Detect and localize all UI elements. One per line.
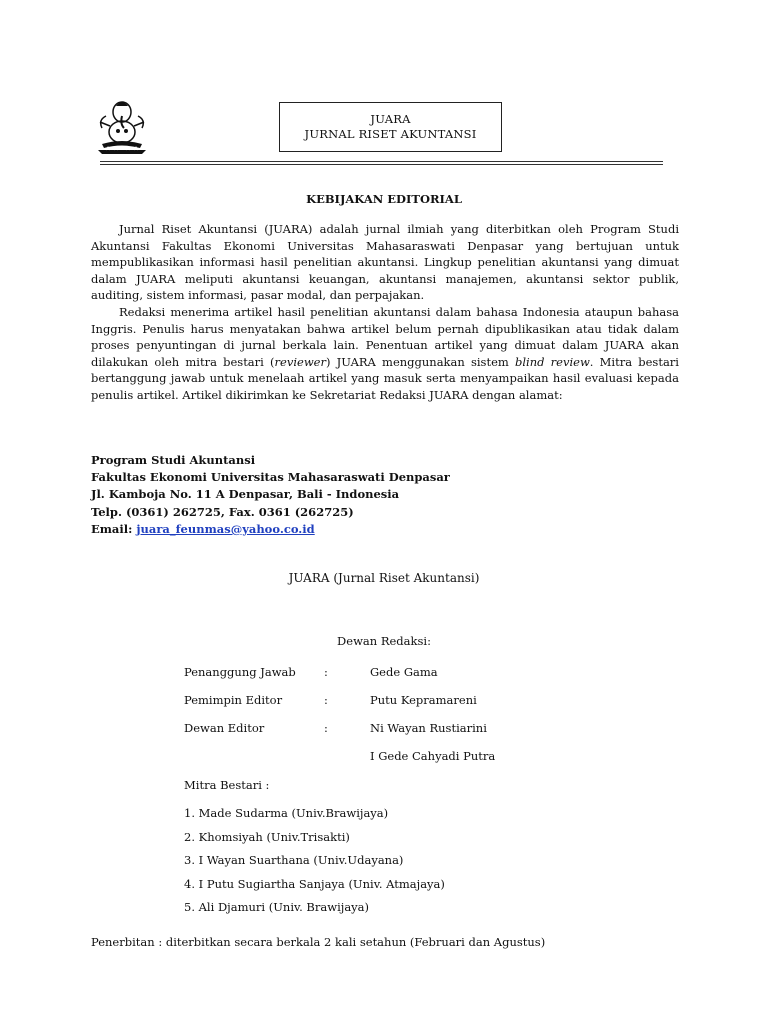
address-phone: Telp. (0361) 262725, Fax. 0361 (262725) bbox=[91, 504, 354, 519]
board-role: Penanggung Jawab bbox=[184, 665, 296, 679]
board-colon: : bbox=[324, 665, 328, 679]
ganesha-emblem-icon bbox=[92, 98, 152, 156]
publication-frequency: Penerbitan : diterbitkan secara berkala 2 kali setahun (Februari dan Agustus) bbox=[91, 935, 546, 949]
board-colon: : bbox=[324, 693, 328, 707]
journal-short-name: JUARA bbox=[370, 112, 411, 126]
mitra-bestari-label: Mitra Bestari : bbox=[184, 778, 270, 792]
list-item: 3. I Wayan Suarthana (Univ.Udayana) bbox=[184, 853, 404, 868]
board-member: Gede Gama bbox=[370, 665, 438, 679]
list-item: 4. I Putu Sugiartha Sanjaya (Univ. Atmajaya) bbox=[184, 876, 445, 891]
board-role: Pemimpin Editor bbox=[184, 693, 283, 707]
journal-title-box bbox=[279, 102, 502, 152]
board-role: Dewan Editor bbox=[184, 721, 265, 735]
journal-full-name: JURNAL RISET AKUNTANSI bbox=[304, 127, 477, 141]
list-item: 5. Ali Djamuri (Univ. Brawijaya) bbox=[184, 900, 370, 915]
board-title: Dewan Redaksi: bbox=[337, 634, 431, 648]
editorial-body bbox=[91, 221, 679, 404]
list-item: 1. Made Sudarma (Univ.Brawijaya) bbox=[184, 806, 389, 820]
board-member: Putu Kepramareni bbox=[370, 693, 477, 707]
header-divider-thin bbox=[100, 164, 663, 165]
address-faculty: Fakultas Ekonomi Universitas Mahasaraswati Denpasar bbox=[91, 470, 450, 485]
address-street: Jl. Kamboja No. 11 A Denpasar, Bali - Indonesia bbox=[91, 487, 400, 502]
address-email-line: Email: juara_feunmas@yahoo.co.id bbox=[91, 521, 315, 536]
board-member: I Gede Cahyadi Putra bbox=[370, 749, 496, 763]
address-department: Program Studi Akuntansi bbox=[91, 453, 256, 467]
editorial-heading: KEBIJAKAN EDITORIAL bbox=[306, 192, 462, 206]
journal-name: JUARA (Jurnal Riset Akuntansi) bbox=[288, 571, 480, 585]
university-logo bbox=[92, 98, 152, 156]
mitra-bestari-list bbox=[184, 806, 445, 924]
editorial-paragraph-2: Redaksi menerima artikel hasil penelitian akuntansi dalam bahasa Indonesia ataupun bahasa Inggris. Penulis harus menyatakan bahwa artikel belum pernah dipublikasikan atau tidak dalam proses penyuntingan di jurnal berkala lain. Penentuan artikel yang dimuat dalam JUARA akan dilakukan oleh mitra bestari (reviewer) JUARA menggunakan sistem blind review. Mitra bestari bertanggung jawab untuk menelaah artikel yang masuk serta menyampaikan hasil evaluasi kepada penulis artikel. Artikel dikirimkan ke Sekretariat Redaksi JUARA dengan alamat: bbox=[91, 304, 679, 402]
list-item: 2. Khomsiyah (Univ.Trisakti) bbox=[184, 829, 350, 844]
editorial-paragraph-1: Jurnal Riset Akuntansi (JUARA) adalah jurnal ilmiah yang diterbitkan oleh Program Studi Akuntansi Fakultas Ekonomi Universitas Mahasaraswati Denpasar yang bertujuan untuk mempublikasikan informasi hasil penelitian akuntansi. Lingkup penelitian akuntansi yang dimuat dalam JUARA meliputi akuntansi keuangan, akuntansi manajemen, akuntansi sektor publik, auditing, sistem informasi, pasar modal, dan perpajakan. bbox=[91, 222, 679, 303]
reviewer-term: reviewer bbox=[274, 354, 326, 369]
secretariat-address bbox=[91, 452, 591, 538]
header-divider bbox=[100, 161, 663, 162]
email-link[interactable]: juara_feunmas@yahoo.co.id bbox=[136, 521, 315, 536]
blind-review-term: blind review bbox=[514, 354, 590, 369]
board-colon: : bbox=[324, 721, 328, 735]
board-member: Ni Wayan Rustiarini bbox=[370, 721, 487, 735]
